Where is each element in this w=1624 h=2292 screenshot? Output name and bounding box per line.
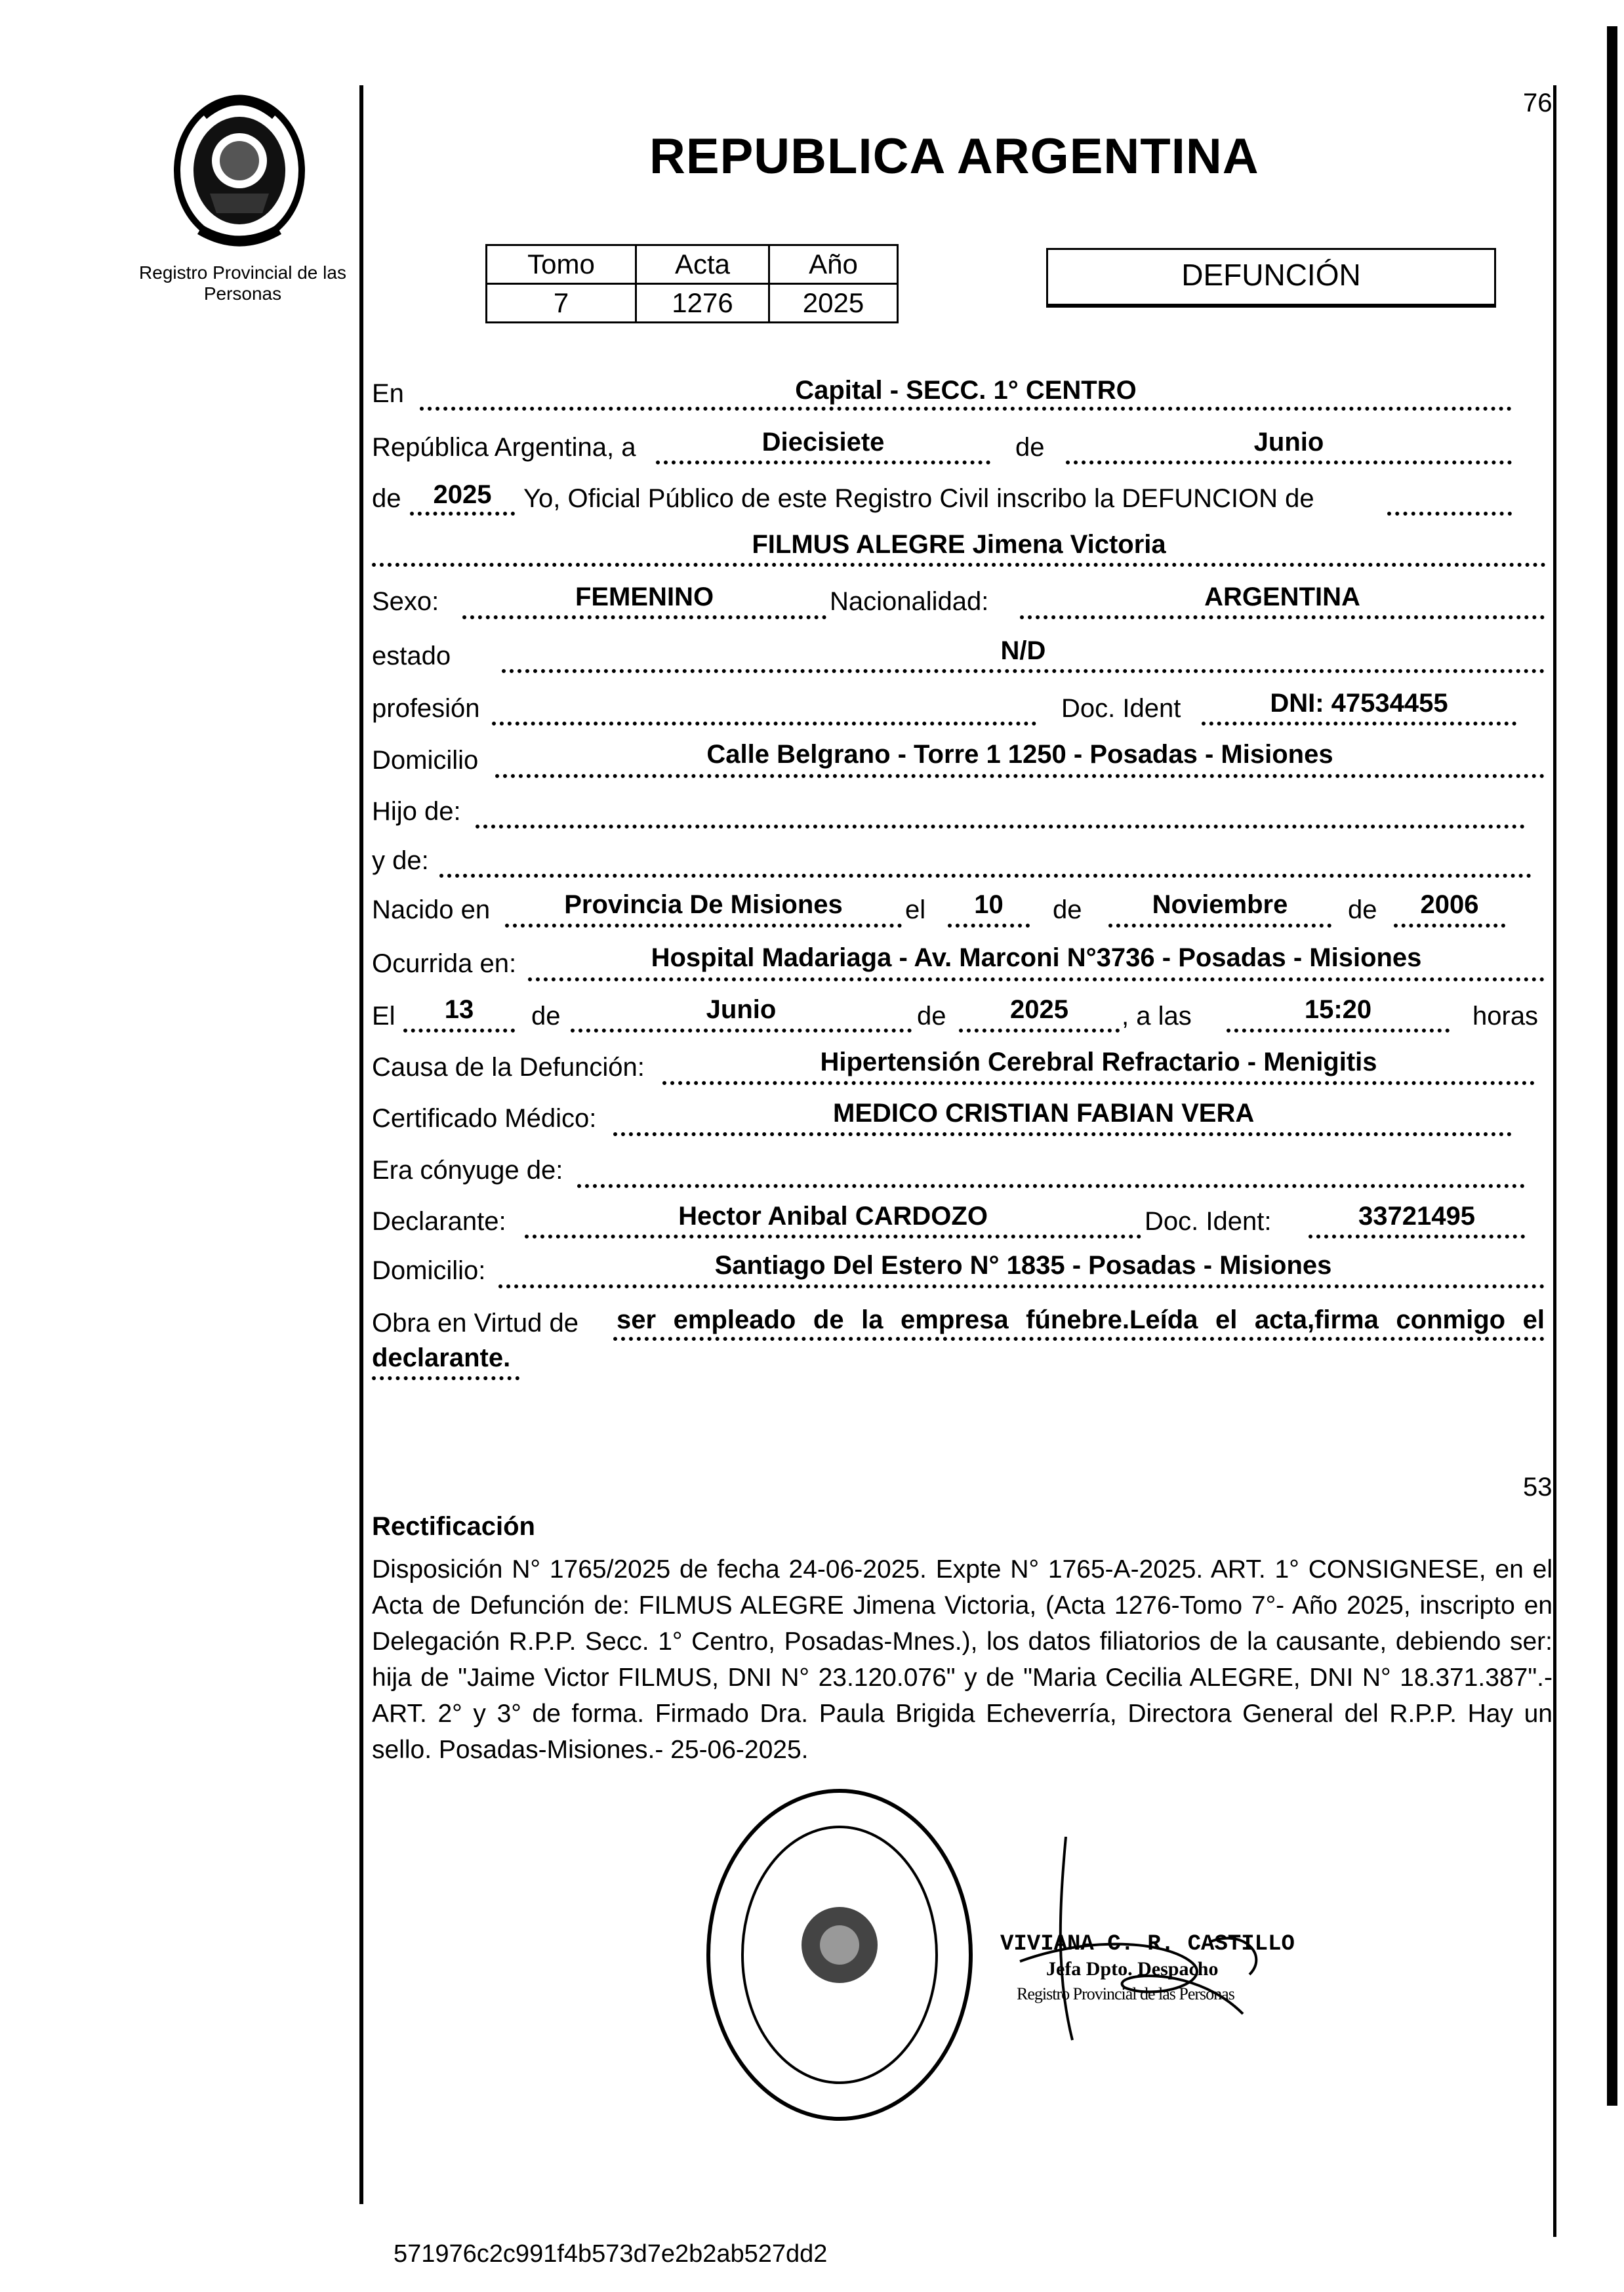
dots-hora	[1227, 1029, 1450, 1033]
dots-profesion	[492, 722, 1036, 726]
dots-decl-doc	[1309, 1235, 1525, 1238]
label-domicilio: Domicilio	[372, 746, 479, 775]
value-decl-domicilio: Santiago Del Estero N° 1835 - Posadas - Misiones	[714, 1251, 1332, 1280]
dots-hijo-de	[476, 825, 1525, 829]
dots-causa	[662, 1081, 1535, 1085]
dots-certificado	[613, 1132, 1512, 1136]
value-nac-mes: Noviembre	[1152, 890, 1288, 919]
dots-declarante	[525, 1235, 1141, 1238]
dots-estado	[502, 669, 1545, 673]
rectificacion-title: Rectificación	[372, 1512, 535, 1541]
label-en: En	[372, 379, 404, 408]
anio-value: 2025	[769, 284, 898, 323]
value-dia: Diecisiete	[761, 428, 885, 457]
dots-nac-anio	[1394, 924, 1505, 928]
right-margin-line	[1553, 85, 1556, 2237]
dots-y-de	[439, 874, 1532, 878]
label-de-year: de	[372, 484, 401, 513]
value-obra-line2: declarante.	[372, 1343, 511, 1372]
dots-anio	[410, 512, 515, 516]
value-ocurrida: Hospital Madariaga - Av. Marconi N°3736 - Posadas - Misiones	[651, 943, 1422, 972]
label-conyuge: Era cónyuge de:	[372, 1156, 563, 1185]
value-def-dia: 13	[444, 995, 474, 1024]
label-nacido-en: Nacido en	[372, 895, 491, 924]
value-domicilio: Calle Belgrano - Torre 1 1250 - Posadas - Misiones	[706, 740, 1333, 769]
dots-def-anio	[959, 1029, 1120, 1033]
label-el: el	[905, 895, 926, 924]
label-horas: horas	[1472, 1002, 1539, 1031]
dots-nac-mes	[1108, 924, 1331, 928]
dots-obra-1	[613, 1337, 1545, 1341]
label-de-nac: de	[1053, 895, 1082, 924]
label-domicilio-declarante: Domicilio:	[372, 1256, 486, 1285]
page-title: REPUBLICA ARGENTINA	[649, 129, 1259, 184]
value-nac-dia: 10	[974, 890, 1004, 919]
registry-name: Registro Provincial de las Personas	[139, 262, 346, 304]
signatory-role: Jefa Dpto. Despacho	[1046, 1958, 1219, 1980]
dots-nacido-en	[505, 924, 902, 928]
value-mes: Junio	[1253, 428, 1324, 457]
dots-dia	[656, 460, 990, 464]
dots-lugar	[420, 407, 1512, 411]
dots-yo	[1387, 512, 1512, 516]
dots-mes	[1066, 460, 1512, 464]
value-decl-doc: 33721495	[1358, 1202, 1475, 1231]
acta-value: 1276	[636, 284, 769, 323]
dots-nacionalidad	[1020, 615, 1545, 619]
label-republica: República Argentina, a	[372, 433, 636, 462]
label-a-las: , a las	[1122, 1002, 1192, 1031]
value-causa: Hipertensión Cerebral Refractario - Menigitis	[820, 1048, 1377, 1076]
label-doc-ident-declarante: Doc. Ident:	[1145, 1207, 1272, 1236]
label-obra: Obra en Virtud de	[372, 1309, 579, 1338]
value-sexo: FEMENINO	[575, 583, 714, 611]
document-type: DEFUNCIÓN	[1181, 258, 1361, 292]
value-obra-line1: ser empleado de la empresa fúnebre.Leída el acta,firma conmigo el	[617, 1305, 1545, 1334]
registry-seal-logo	[164, 89, 315, 253]
value-nacionalidad: ARGENTINA	[1204, 583, 1360, 611]
label-de: de	[1015, 433, 1045, 462]
label-de-nac-anio: de	[1348, 895, 1377, 924]
value-def-anio: 2025	[1010, 995, 1068, 1024]
label-yo: Yo, Oficial Público de este Registro Civil inscribo la DEFUNCION de	[523, 484, 1314, 513]
dots-sexo	[462, 615, 826, 619]
label-sexo: Sexo:	[372, 587, 439, 616]
value-nombre: FILMUS ALEGRE Jimena Victoria	[752, 530, 1166, 559]
dots-conyuge	[577, 1184, 1525, 1188]
document-hash: 571976c2c991f4b573d7e2b2ab527dd2	[394, 2240, 828, 2268]
label-ocurrida: Ocurrida en:	[372, 949, 517, 978]
value-hora: 15:20	[1304, 995, 1372, 1024]
value-lugar: Capital - SECC. 1° CENTRO	[795, 376, 1137, 405]
dots-nac-dia	[948, 924, 1030, 928]
dots-def-mes	[571, 1029, 912, 1033]
value-def-mes: Junio	[706, 995, 777, 1024]
reference-table	[485, 244, 899, 323]
label-nacionalidad: Nacionalidad:	[830, 587, 989, 616]
value-certificado: MEDICO CRISTIAN FABIAN VERA	[833, 1099, 1255, 1128]
signatory-org: Registro Provincial de las Personas	[1017, 1984, 1234, 2003]
acta-header: Acta	[636, 245, 769, 284]
dots-def-dia	[403, 1029, 515, 1033]
label-profesion: profesión	[372, 694, 480, 723]
value-declarante: Hector Anibal CARDOZO	[678, 1202, 988, 1231]
dots-decl-domicilio	[498, 1284, 1545, 1288]
page-number: 76	[1523, 89, 1553, 117]
label-de-def: de	[531, 1002, 561, 1031]
label-certificado: Certificado Médico:	[372, 1104, 597, 1133]
label-hijo-de: Hijo de:	[372, 797, 461, 826]
left-margin-line	[359, 85, 363, 2204]
value-nacido-en: Provincia De Misiones	[564, 890, 843, 919]
anio-header: Año	[769, 245, 898, 284]
value-anio: 2025	[433, 480, 492, 509]
value-nac-anio: 2006	[1420, 890, 1479, 919]
label-de-def-anio: de	[917, 1002, 946, 1031]
value-doc: DNI: 47534455	[1270, 689, 1448, 718]
signatory-name: VIVIANA C. R. CASTILLO	[1000, 1932, 1295, 1957]
rectificacion-text: Disposición N° 1765/2025 de fecha 24-06-2025. Expte N° 1765-A-2025. ART. 1° CONSIGNESE, en el Acta de Defunción de: FILMUS ALEGRE Jimena Victoria, (Acta 1276-Tomo 7°- Año 2025, inscripto en Delegación R.P.P. Secc. 1° Centro, Posadas-Mnes.), los datos filiatorios de la causante, debiendo ser: hija de "Jaime Victor FILMUS, DNI N° 23.120.076" y de "Maria Cecilia ALEGRE, DNI N° 18.371.387".- ART. 2° y 3° de forma. Firmado Dra. Paula Brigida Echeverría, Directora General del R.P.P. Hay un sello. Posadas-Misiones.- 25-06-2025.	[372, 1555, 1553, 1764]
label-y-de: y de:	[372, 846, 429, 875]
label-doc-ident: Doc. Ident	[1061, 694, 1181, 723]
dots-nombre	[372, 563, 1546, 567]
dots-domicilio	[495, 774, 1545, 778]
tomo-value: 7	[487, 284, 636, 323]
label-estado: estado	[372, 642, 451, 670]
margin-number: 53	[1523, 1473, 1553, 1502]
value-estado: N/D	[1000, 636, 1046, 665]
label-causa: Causa de la Defunción:	[372, 1053, 645, 1082]
dots-doc	[1202, 722, 1516, 726]
label-el2: El	[372, 1002, 396, 1031]
label-declarante: Declarante:	[372, 1207, 506, 1236]
dots-ocurrida	[528, 977, 1545, 981]
dots-obra-2	[372, 1376, 519, 1380]
right-edge-bar	[1607, 26, 1617, 2106]
official-stamp	[699, 1781, 981, 2129]
tomo-header: Tomo	[487, 245, 636, 284]
